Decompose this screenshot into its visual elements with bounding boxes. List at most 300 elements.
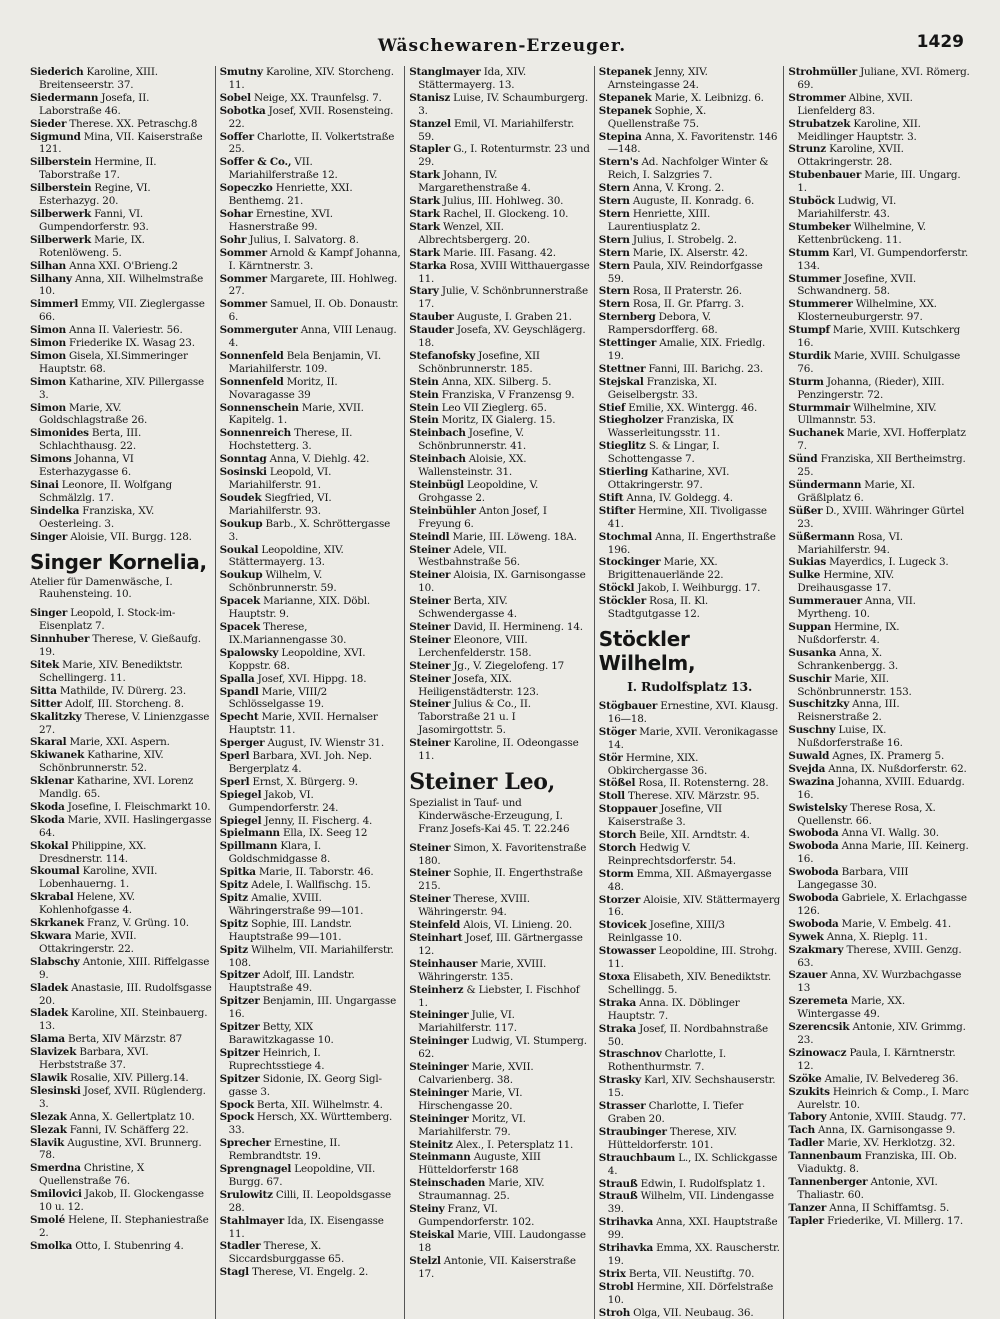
entry-name: Steinmann	[409, 1151, 471, 1164]
entry-address: Karoline, II. Odeongasse 11.	[418, 737, 579, 763]
entry-name: Sommer	[219, 272, 267, 285]
entry-name: Stettinger	[598, 337, 657, 350]
entry-address: Katharine, XVI. Lorenz Mandlg. 65.	[39, 775, 194, 801]
entry-address: Fanni, VI. Gumpendorferstr. 93.	[39, 207, 149, 233]
directory-entry	[599, 402, 781, 415]
directory-entry	[30, 453, 212, 479]
entry-name: Sünd	[788, 453, 818, 466]
entry-address: Hermine, II. Taborstraße 17.	[39, 156, 157, 182]
directory-entry	[30, 1240, 212, 1253]
directory-entry	[220, 234, 402, 247]
directory-entry	[788, 427, 971, 453]
entry-address: Leopoldine, III. Strohg. 11.	[607, 945, 778, 971]
entry-address: Adolf, III. Storcheng. 8.	[61, 697, 184, 710]
entry-name: Stein	[409, 401, 439, 414]
entry-address: Amalie, IV. Belvedereg 36.	[821, 1072, 959, 1085]
entry-address: Leopold, I. Stock-im-Eisenplatz 7.	[39, 607, 176, 633]
entry-name: Stögbauer	[598, 699, 658, 712]
directory-entry	[788, 350, 971, 376]
entry-name: Simmerl	[30, 298, 79, 311]
entry-address: Ernst, X. Bürgerg. 9.	[249, 775, 358, 788]
entry-name: Siedermann	[30, 91, 99, 104]
entry-address: Wilhelmine, V. Kettenbrückeng. 11.	[797, 220, 926, 246]
entry-name: Tanzer	[788, 1201, 827, 1214]
entry-address: Berta, XIV. Schwendergasse 4.	[418, 595, 517, 621]
directory-entry	[30, 260, 212, 273]
entry-address: Anastasie, III. Rudolfsgasse 20.	[39, 981, 212, 1007]
directory-entry	[220, 711, 402, 737]
entry-name: Steiskal	[409, 1228, 455, 1241]
entry-address: Anna II. Valeriestr. 56.	[65, 324, 183, 337]
entry-name: Srulowitz	[219, 1188, 273, 1201]
entry-name: Slawik	[30, 1071, 68, 1084]
entry-name: Stierling	[598, 466, 649, 479]
entry-name: Slavik	[30, 1136, 65, 1149]
directory-entry	[599, 363, 781, 376]
entry-address: Marie, IX. Rotenlöweng. 5.	[39, 233, 145, 259]
entry-address: Rosalie, XIV. Pillerg.14.	[67, 1071, 189, 1084]
entry-name: Stein	[409, 414, 439, 427]
entry-address: Therese, VI. Engelg. 2.	[248, 1266, 369, 1279]
directory-entry	[599, 131, 781, 157]
directory-entry	[409, 595, 591, 621]
entry-address: Josefine, XVII. Schwandnerg. 58.	[797, 272, 916, 298]
entry-name: Smolka	[30, 1239, 73, 1252]
directory-entry	[788, 118, 971, 144]
entry-address: Karoline, XIII. Breitenseerstr. 37.	[39, 66, 158, 91]
entry-address: Wilhelm, VII. Lindengasse 39.	[607, 1190, 774, 1216]
entry-address: Wilhelm, V. Schönbrunnerstr. 59.	[228, 569, 337, 595]
entry-name: Soffer & Co.,	[219, 156, 292, 169]
entry-address: Hedwig V. Reinprechtsdorferstr. 54.	[607, 841, 736, 867]
entry-name: Swoboda	[788, 827, 839, 840]
directory-entry	[409, 350, 591, 376]
directory-entry	[220, 273, 402, 299]
entry-address: Juliane, XVI. Römerg. 69.	[797, 66, 970, 91]
entry-address: Therese, X. Siccardsburggasse 65.	[228, 1240, 345, 1266]
entry-name: Straka	[598, 1022, 637, 1035]
directory-entry	[599, 1178, 781, 1191]
entry-name: Simon	[30, 375, 66, 388]
entry-address: Adele, VII. Westbahnstraße 56.	[418, 543, 520, 569]
directory-entry	[30, 324, 212, 337]
entry-name: Strix	[598, 1267, 626, 1280]
entry-name: Tadler	[788, 1137, 824, 1150]
entry-address: Anna, II. Engerthstraße 196.	[607, 530, 776, 556]
directory-entry	[30, 775, 212, 801]
directory-entry	[30, 685, 212, 698]
entry-name: Stief	[598, 401, 626, 414]
directory-entry	[788, 479, 971, 505]
entry-address: Klara, I. Goldschmidgasse 8.	[228, 840, 331, 866]
entry-address: Emilie, XX. Wintergg. 46.	[625, 401, 758, 414]
entry-name: Szerencsik	[788, 1021, 850, 1034]
directory-entry	[409, 932, 591, 958]
entry-address: Josefine, XIII/3 Reinlgasse 10.	[607, 919, 725, 945]
directory-entry	[30, 956, 212, 982]
directory-entry	[409, 893, 591, 919]
entry-name: Swoboda	[788, 840, 839, 853]
entry-address: Therese. XIV. Märzstr. 95.	[624, 790, 760, 803]
entry-name: Spitzer	[219, 1072, 260, 1085]
directory-entry	[220, 1047, 402, 1073]
entry-name: Stark	[409, 246, 440, 259]
entry-name: Steiner	[409, 620, 451, 633]
entry-name: Silberstein	[30, 182, 92, 195]
column-5	[788, 66, 974, 1319]
display-entry-address: I. Rudolfsplatz 13.	[627, 678, 753, 694]
directory-entry	[30, 1085, 212, 1111]
entry-name: Sitta	[30, 684, 57, 697]
entry-address: Regine, VI. Esterhazyg. 20.	[39, 182, 151, 208]
entry-name: Spitzer	[219, 969, 260, 982]
directory-entry	[788, 1111, 971, 1124]
entry-address: Josefine, VII Kaiserstraße 3.	[607, 803, 722, 829]
entry-name: Strohmüller	[788, 66, 857, 78]
entry-name: Steiner	[409, 595, 451, 608]
entry-name: Sperl	[219, 775, 250, 788]
directory-entry	[220, 969, 402, 995]
entry-address: Jakob, VI. Gumpendorferstr. 24.	[228, 788, 339, 814]
directory-entry	[220, 466, 402, 492]
entry-address: Marie, VI. Hirschengasse 20.	[418, 1086, 523, 1112]
entry-name: Swistelsky	[788, 801, 848, 814]
directory-entry	[409, 376, 591, 389]
entry-name: Soffer	[219, 130, 254, 143]
directory-entry	[788, 995, 971, 1021]
entry-name: Steininger	[409, 1009, 469, 1022]
directory-entry	[788, 750, 971, 763]
directory-entry	[599, 803, 781, 829]
entry-name: Spielmann	[219, 827, 280, 840]
directory-entry	[220, 892, 402, 918]
entry-address: Anton Josef, I Freyung 6.	[418, 504, 547, 530]
directory-entry	[220, 866, 402, 879]
directory-entry	[788, 724, 971, 750]
entry-name: Stör	[598, 751, 623, 764]
entry-address: Marie, III. Löweng. 18A.	[449, 530, 577, 543]
directory-entry	[220, 776, 402, 789]
directory-entry	[599, 868, 781, 894]
directory-entry	[788, 892, 971, 918]
entry-name: Stern	[598, 246, 630, 259]
entry-address: & Liebster, I. Fischhof 1.	[418, 983, 580, 1009]
entry-address: Anna, XV. Wurzbachgasse 13	[797, 969, 962, 995]
entry-address: Anna, X. Favoritenstr. 146—148.	[607, 130, 778, 156]
directory-entry	[30, 1033, 212, 1046]
directory-entry	[788, 92, 971, 118]
entry-address: Marie, XVI. Hofferplatz 7.	[797, 427, 966, 453]
entry-name: Szöke	[788, 1072, 822, 1085]
entry-address: Karoline, XII. Meidlinger Hauptstr. 3.	[797, 117, 921, 143]
entry-name: Simon	[30, 349, 66, 362]
entry-address: Karoline, XVII. Lobenhauerng. 1.	[39, 865, 158, 891]
entry-name: Strauß	[598, 1190, 638, 1203]
entry-name: Stejskal	[598, 375, 644, 388]
entry-name: Strunz	[788, 143, 826, 156]
entry-name: Strobl	[598, 1280, 634, 1293]
entry-address: August, IV. Wienstr 31.	[264, 737, 384, 750]
entry-address: Jg., V. Ziegelofeng. 17	[450, 659, 565, 672]
entry-name: Skoda	[30, 813, 65, 826]
entry-name: Simon	[30, 401, 66, 414]
directory-entry	[409, 1229, 591, 1255]
entry-address: Julie, VI. Mariahilferstr. 117.	[418, 1009, 517, 1035]
entry-name: Spitzer	[219, 1021, 260, 1034]
directory-entry	[409, 505, 591, 531]
entry-address: Anna, V. Krong. 2.	[629, 182, 725, 195]
entry-address: Jakob, II. Glockengasse 10 u. 12.	[39, 1188, 204, 1214]
directory-entry	[788, 969, 971, 995]
entry-address: Adele, I. Wallfischg. 15.	[248, 879, 371, 892]
entry-address: Philippine, XX. Dresdnerstr. 114.	[39, 839, 147, 865]
entry-name: Sitek	[30, 658, 60, 671]
entry-name: Sprecher	[219, 1137, 271, 1150]
entry-address: Berta, XII. Wilhelmstr. 4.	[253, 1098, 383, 1111]
entry-name: Szakmary	[788, 943, 844, 956]
entry-address: Marie, XVIII. Währingerstr. 135.	[418, 957, 547, 983]
entry-address: Aloisie, XIV. Stättermayerg 16.	[607, 893, 781, 919]
directory-entry	[788, 698, 971, 724]
entry-address: Marie, XV. Herklotzg. 32.	[823, 1137, 956, 1150]
entry-name: Storm	[598, 867, 634, 880]
directory-entry	[599, 894, 781, 920]
entry-name: Stauder	[409, 324, 454, 337]
directory-entry	[599, 1074, 781, 1100]
directory-entry	[409, 260, 591, 286]
entry-address: Julius & Co., II. Taborstraße 21 u. I Jasomirgottstr. 5.	[418, 698, 531, 737]
entry-name: Stovicek	[598, 919, 647, 932]
directory-entry	[30, 118, 212, 131]
directory-entry	[30, 337, 212, 350]
entry-address: Josefine, XII Schönbrunnerstr. 185.	[418, 349, 540, 375]
directory-entry	[220, 569, 402, 595]
directory-entry	[30, 298, 212, 324]
entry-name: Stochmal	[598, 530, 652, 543]
entry-name: Stern	[598, 182, 630, 195]
directory-entry	[30, 505, 212, 531]
directory-entry	[30, 427, 212, 453]
entry-name: Stark	[409, 195, 440, 208]
entry-address: Josef, XVII. Rüglenderg. 3.	[39, 1084, 206, 1110]
directory-entry	[409, 1177, 591, 1203]
directory-entry	[220, 918, 402, 944]
directory-entry	[788, 1124, 971, 1137]
entry-name: Sprengnagel	[219, 1163, 292, 1176]
directory-entry	[409, 544, 591, 570]
directory-entry	[30, 917, 212, 930]
entry-name: Stark	[409, 220, 440, 233]
entry-address: Moritz, IX Gialerg. 15.	[438, 414, 556, 427]
entry-name: Sigmund	[30, 130, 81, 143]
directory-entry	[599, 700, 781, 726]
entry-name: Szauer	[788, 969, 827, 982]
entry-address: Therese, II. Hochstetterg. 3.	[228, 427, 353, 453]
entry-name: Spiegel	[219, 788, 262, 801]
entry-address: Henriette, XXI. Benthemg. 21.	[228, 182, 353, 208]
directory-entry	[788, 531, 971, 557]
entry-address: Anna, IX. Nußdorferstr. 62.	[825, 762, 967, 775]
entry-name: Sywek	[788, 930, 824, 943]
entry-address: Heinrich, I. Ruprechtsstiege 4.	[228, 1046, 325, 1072]
entry-address: Mina, VII. Kaiserstraße 121.	[39, 130, 203, 156]
entry-address: Marie, XIV. Benediktstr. Schellingerg. 11.	[39, 658, 183, 684]
entry-name: Steinbügl	[409, 479, 464, 491]
entry-name: Sindelka	[30, 504, 80, 517]
entry-address: Franz, VI. Gumpendorferstr. 102.	[418, 1203, 535, 1228]
entry-address: Berta, III. Schlachthausg. 22.	[39, 427, 142, 453]
entry-name: Stark	[409, 169, 440, 182]
directory-entry	[788, 1086, 971, 1112]
entry-address: Therese, V. Gießaufg. 19.	[39, 633, 201, 659]
directory-entry	[30, 66, 212, 92]
display-entry: Stöckler Wilhelm,	[598, 626, 696, 675]
entry-address: Josefine, I. Fleischmarkt 10.	[64, 800, 211, 813]
directory-entry	[599, 726, 781, 752]
entry-address: Rosa, II. Rotensterng. 28.	[635, 777, 769, 790]
entry-name: Tach	[788, 1124, 815, 1137]
entry-address: Siegfried, VI. Mariahilferstr. 93.	[228, 491, 332, 517]
directory-entry	[30, 402, 212, 428]
listing-columns	[30, 66, 974, 1319]
directory-entry	[599, 1152, 781, 1178]
entry-name: Sosinski	[219, 466, 267, 479]
entry-address: Emil, VI. Mariahilferstr. 59.	[418, 117, 575, 143]
entry-name: Stöckler	[598, 595, 646, 608]
directory-entry	[599, 440, 781, 466]
entry-name: Sopeczko	[219, 182, 273, 195]
entry-address: Henriette, XIII. Laurentiusplatz 2.	[607, 207, 711, 233]
directory-entry	[409, 621, 591, 634]
entry-name: Stauber	[409, 311, 454, 324]
entry-address: Marie, XII. Schönbrunnerstr. 153.	[797, 672, 912, 698]
directory-entry	[409, 984, 591, 1010]
entry-name: Strasser	[598, 1100, 646, 1113]
entry-name: Stubenbauer	[788, 169, 862, 182]
entry-address: Karoline, XVII. Ottakringerstr. 28.	[797, 143, 904, 169]
entry-address: Eleonore, VIII. Lerchenfelderstr. 158.	[418, 633, 532, 659]
directory-entry	[220, 1111, 402, 1137]
directory-entry	[220, 1266, 402, 1279]
entry-address: Marie, XVIII. Schulgasse 76.	[797, 349, 961, 375]
directory-entry	[788, 221, 971, 247]
directory-entry	[30, 479, 212, 505]
directory-entry	[788, 1150, 971, 1176]
entry-name: Stanisz	[409, 91, 451, 104]
directory-entry	[220, 208, 402, 234]
entry-address: Therese, XVIII. Währingerstr. 94.	[418, 893, 530, 919]
entry-address: Barb., X. Schröttergasse 3.	[228, 517, 391, 543]
entry-address: Beile, XII. Arndtstr. 4.	[636, 829, 750, 842]
display-entry-detail: Atelier für Damenwäsche, I. Rauhensteing. 10.	[30, 575, 173, 601]
entry-address: Karl, VI. Gumpendorferstr. 134.	[797, 246, 969, 272]
directory-entry	[599, 466, 781, 492]
directory-entry	[788, 453, 971, 479]
entry-address: Karoline, XIV. Storcheng. 11.	[228, 66, 394, 91]
entry-address: Ella, IX. Seeg 12	[279, 827, 368, 840]
entry-address: Helene, II. Stephaniestraße 2.	[39, 1213, 209, 1239]
entry-address: Marie, XXI. Aspern.	[66, 736, 170, 749]
entry-name: Smerdna	[30, 1162, 81, 1175]
entry-address: Antonie, XIV. Grimmg. 23.	[797, 1021, 966, 1046]
directory-entry	[409, 285, 591, 311]
entry-address: Gisela, XI.Simmeringer Hauptstr. 68.	[39, 349, 188, 375]
directory-entry	[788, 143, 971, 169]
directory-entry	[409, 195, 591, 208]
directory-entry	[220, 1163, 402, 1189]
entry-name: Stifter	[598, 504, 636, 517]
entry-address: Augustine, XVI. Brunnerg. 78.	[39, 1136, 202, 1162]
directory-entry	[599, 971, 781, 997]
entry-address: Agnes, IX. Pramerg 5.	[829, 750, 945, 763]
directory-entry	[409, 311, 591, 324]
entry-address: Leopoldine, XVI. Koppstr. 68.	[228, 646, 366, 672]
entry-name: Summerauer	[788, 595, 862, 608]
entry-address: Emmy, VII. Zieglergasse 66.	[39, 298, 205, 324]
entry-name: Stieglitz	[598, 440, 646, 453]
entry-name: Spitz	[219, 892, 249, 904]
entry-name: Skoumal	[30, 865, 80, 878]
directory-entry	[599, 105, 781, 131]
directory-entry	[788, 505, 971, 531]
directory-entry	[220, 182, 402, 208]
entry-address: Marie, VIII. Laudongasse 18	[418, 1228, 586, 1254]
entry-name: Spock	[219, 1111, 254, 1124]
entry-name: Tannenbaum	[788, 1150, 862, 1163]
directory-entry	[30, 930, 212, 956]
entry-name: Svejda	[788, 762, 826, 775]
entry-address: Aloisia, IX. Garnisongasse 10.	[418, 569, 586, 595]
directory-entry	[409, 414, 591, 427]
entry-name: Slavizek	[30, 1046, 77, 1059]
entry-address: Josef, XVII. Rosensteing. 22.	[228, 104, 394, 130]
entry-address: Therese, V. Linienzgasse 27.	[39, 710, 210, 736]
entry-name: Smolé	[30, 1213, 65, 1226]
entry-address: Marie, IX. Alserstr. 42.	[629, 246, 748, 259]
entry-address: Ida, IX. Eisengasse 11.	[228, 1214, 384, 1240]
entry-address: Ernestine, II. Rembrandtstr. 19.	[228, 1137, 341, 1163]
entry-address: Bela Benjamin, VI. Mariahilferstr. 109.	[228, 349, 381, 375]
directory-entry	[220, 879, 402, 892]
entry-address: Anna. IX. Döblinger Hauptstr. 7.	[607, 996, 740, 1022]
directory-entry	[788, 1073, 971, 1086]
entry-name: Swazina	[788, 775, 835, 788]
entry-name: Steiner	[409, 672, 451, 685]
entry-name: Steiner	[409, 737, 451, 750]
entry-name: Steinschaden	[409, 1177, 486, 1190]
entry-address: Anna, II Schiffamtsg. 5.	[826, 1201, 950, 1214]
entry-name: Szinowacz	[788, 1046, 847, 1059]
directory-entry	[599, 945, 781, 971]
entry-address: Josefa, II. Laborstraße 46.	[39, 91, 150, 117]
entry-name: Steiner	[409, 543, 451, 556]
entry-name: Steiner	[409, 867, 451, 880]
entry-address: Anna, XIX. Silberg. 5.	[438, 375, 552, 388]
entry-address: Jenny, XIV. Arnsteingasse 24.	[607, 66, 708, 91]
entry-address: G., I. Rotenturmstr. 23 und 29.	[418, 143, 590, 169]
entry-name: Stuböck	[788, 195, 835, 208]
directory-entry	[788, 802, 971, 828]
entry-address: Aloisie, VII. Burgg. 128.	[67, 530, 192, 543]
directory-entry	[599, 92, 781, 105]
entry-name: Strauß	[598, 1177, 638, 1190]
directory-entry	[409, 634, 591, 660]
entry-address: Josef, III. Gärtnergasse 12.	[418, 932, 583, 957]
entry-name: Suschny	[788, 724, 836, 737]
entry-address: Josefa, XV. Geyschlägerg. 18.	[418, 324, 586, 350]
directory-entry	[788, 1021, 971, 1047]
entry-address: Hermine, XII. Tivoligasse 41.	[607, 504, 767, 530]
